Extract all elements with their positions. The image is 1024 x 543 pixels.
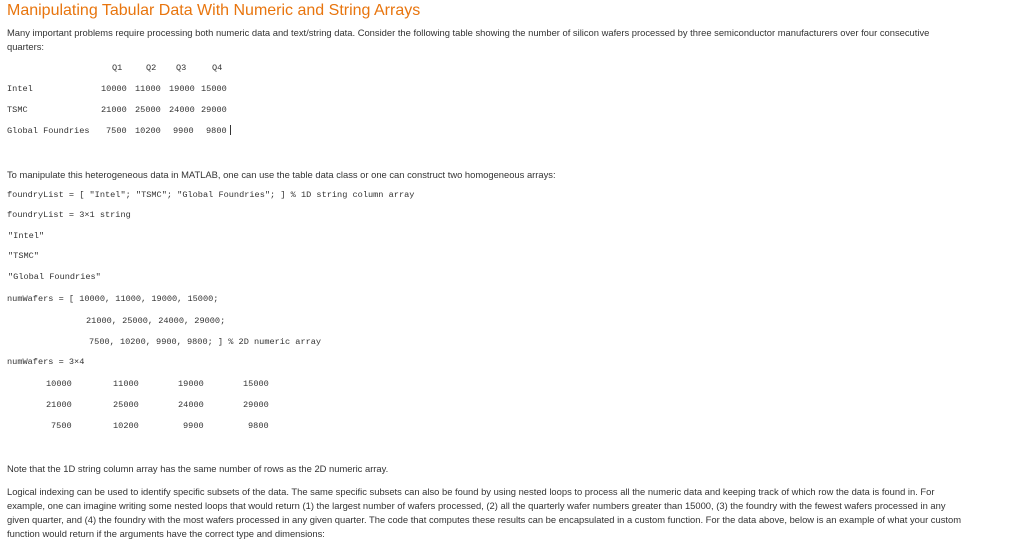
note-paragraph: Note that the 1D string column array has the same number of rows as the 2D numeric array. [7,463,389,474]
matrix-cell: 9900 [183,421,204,431]
table-row-label: TSMC [7,105,28,115]
table-header-q3: Q3 [176,63,187,73]
table-cell: 7500 [106,126,127,136]
table-header-q1: Q1 [112,63,123,73]
matrix-cell: 25000 [113,400,139,410]
code-num-wafers-line-1: numWafers = [ 10000, 11000, 19000, 15000; [7,294,219,304]
table-cell: 29000 [201,105,227,115]
matrix-cell: 7500 [51,421,72,431]
table-header-q4: Q4 [212,63,223,73]
table-cell: 9900 [173,126,194,136]
table-cell: 15000 [201,84,227,94]
intro-line-2: quarters: [7,41,44,52]
text-cursor [230,125,231,135]
matrix-cell: 19000 [178,379,204,389]
matrix-cell: 10200 [113,421,139,431]
table-cell: 10000 [101,84,127,94]
table-row-label: Global Foundries [7,126,90,136]
code-num-wafers-output: numWafers = 3×4 [7,357,85,367]
matrix-cell: 21000 [46,400,72,410]
table-header-q2: Q2 [146,63,157,73]
matrix-cell: 29000 [243,400,269,410]
page-title: Manipulating Tabular Data With Numeric and String Arrays [7,2,421,19]
table-cell: 25000 [135,105,161,115]
code-num-wafers-line-2: 21000, 25000, 24000, 29000; [86,316,226,326]
matrix-cell: 10000 [46,379,72,389]
table-row-label: Intel [7,84,33,94]
code-string-value: "TSMC" [8,251,39,261]
logical-indexing-line-2: example, one can imagine writing some nested loops that would return (1) the largest number of wafers processed, (2) all the quarterly wafer numbers greater than 15000, (3) the foundry with the fewest wafers processed in any [7,500,946,511]
table-cell: 9800 [206,126,227,136]
matrix-cell: 9800 [248,421,269,431]
matrix-cell: 11000 [113,379,139,389]
table-cell: 19000 [169,84,195,94]
matrix-cell: 15000 [243,379,269,389]
code-num-wafers-line-3: 7500, 10200, 9900, 9800; ] % 2D numeric array [89,337,322,347]
code-string-value: "Intel" [8,231,45,241]
logical-indexing-line-4: function would return if the arguments have the correct type and dimensions: [7,528,325,539]
matrix-cell: 24000 [178,400,204,410]
code-foundry-output: foundryList = 3×1 string [7,210,131,220]
table-cell: 11000 [135,84,161,94]
table-cell: 10200 [135,126,161,136]
logical-indexing-line-3: given quarter, and (4) the foundry with the most wafers processed in any given quarter. The code that computes these results can be encapsulated in a custom function. For the data above, below is an example of what your custom [7,514,962,525]
table-cell: 21000 [101,105,127,115]
paragraph-arrays: To manipulate this heterogeneous data in MATLAB, one can use the table data class or one can construct two homogeneous arrays: [7,169,556,180]
code-string-value: "Global Foundries" [8,272,101,282]
table-cell: 24000 [169,105,195,115]
code-foundry-list: foundryList = [ "Intel"; "TSMC"; "Global Foundries"; ] % 1D string column array [7,190,415,200]
intro-line-1: Many important problems require processing both numeric data and text/string data. Consider the following table showing the number of silicon wafers processed by three semiconductor manufacturers over four consecutive [7,27,930,38]
logical-indexing-line-1: Logical indexing can be used to identify specific subsets of the data. The same specific subsets can also be found by using nested loops to process all the numeric data and keeping track of which row the data is found in. For [7,486,935,497]
